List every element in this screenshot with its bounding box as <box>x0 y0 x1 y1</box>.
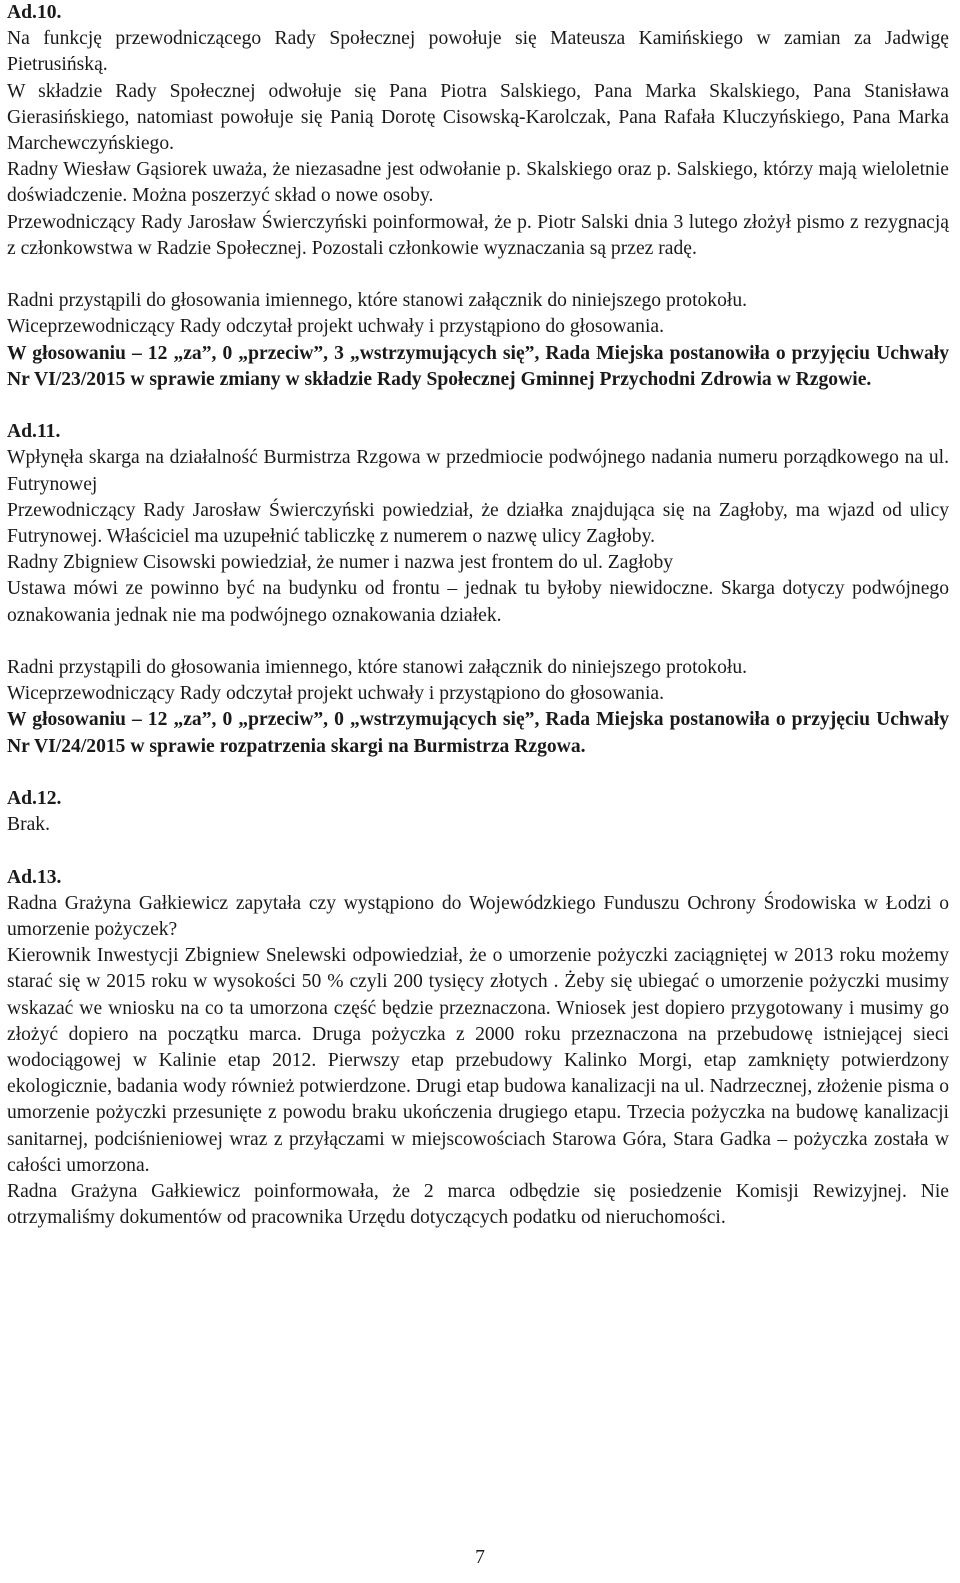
paragraph: Przewodniczący Rady Jarosław Świerczyński poinformował, że p. Piotr Salski dnia 3 lutego złożył pismo z rezygnacją z członkowstwa w Radzie Społecznej. Pozostali członkowie wyznaczania są przez radę. <box>7 211 949 259</box>
paragraph: Wpłynęła skarga na działalność Burmistrza Rzgowa w przedmiocie podwójnego nadania numeru porządkowego na ul. Futrynowej <box>7 447 949 495</box>
paragraph: Kierownik Inwestycji Zbigniew Snelewski odpowiedział, że o umorzenie pożyczki zaciągniętej w 2013 roku możemy starać się w 2015 roku w wysokości 50 % czyli 200 tysięcy złotych . Żeby się ubiegać o umorzenie pożyczki musimy wskazać we wniosku na co ta umorzona część będzie przeznaczona. Wniosek jest dopiero przygotowany i musimy go złożyć dopiero na początku marca. Druga pożyczka z 2000 roku przeznaczona na przebudowę istniejącej sieci wodociągowej w Kalinie etap 2012. Pierwszy etap przebudowy Kalinko Morgi, etap zamknięty potwierdzony ekologicznie, badania wody również potwierdzone. Drugi etap budowa kanalizacji na ul. Nadrzecznej, złożenie pisma o umorzenie pożyczki przesunięte z powodu braku ukończenia drugiego etapu. Trzecia pożyczka na budowę kanalizacji sanitarnej, podciśnieniowej wraz z przyłączami w miejscowościach Starowa Góra, Stara Gadka – pożyczka została w całości umorzona. <box>7 945 949 1176</box>
paragraph: W składzie Rady Społecznej odwołuje się Pana Piotra Salskiego, Pana Marka Skalskiego, Pana Stanisława Gierasińskiego, natomiast powołuje się Panią Dorotę Cisowską-Karolczak, Pana Rafała Kluczyńskiego, Pana Marka Marchewczyńskiego. <box>7 80 949 155</box>
paragraph: Ustawa mówi ze powinno być na budynku od frontu – jednak tu byłoby niewidoczne. Skarga dotyczy podwójnego oznakowania jednak nie ma podwójnego oznakowania działek. <box>7 578 949 626</box>
page-number: 7 <box>475 1547 485 1568</box>
section-heading: Ad.11. <box>7 421 61 443</box>
section-ad12 <box>7 786 949 838</box>
spacer <box>7 838 949 864</box>
spacer <box>7 393 949 419</box>
section-ad13 <box>7 865 949 1232</box>
voting-reading: Wiceprzewodniczący Rady odczytał projekt uchwały i przystąpiono do głosowania. <box>7 683 665 705</box>
paragraph: Radna Grażyna Gałkiewicz poinformowała, że 2 marca odbędzie się posiedzenie Komisji Rewizyjnej. Nie otrzymaliśmy dokumentów od pracownika Urzędu dotyczących podatku od nieruchomości. <box>7 1181 949 1229</box>
paragraph: Radny Wiesław Gąsiorek uważa, że niezasadne jest odwołanie p. Skalskiego oraz p. Salskiego, którzy mają wieloletnie doświadczenie. Można poszerzyć skład o nowe osoby. <box>7 159 949 207</box>
paragraph: Radna Grażyna Gałkiewicz zapytała czy wystąpiono do Wojewódzkiego Funduszu Ochrony Środowiska w Łodzi o umorzenie pożyczek? <box>7 892 949 941</box>
paragraph: Radny Zbigniew Cisowski powiedział, że numer i nazwa jest frontem do ul. Zagłoby <box>7 552 674 574</box>
voting-result: W głosowaniu – 12 „za”, 0 „przeciw”, 3 „wstrzymujących się”, Rada Miejska postanowiła o przyjęciu Uchwały Nr VI/23/2015 w sprawie zmiany w składzie Rady Społecznej Gminnej Przychodni Zdrowia w Rzgowie. <box>7 342 949 390</box>
spacer <box>7 262 949 288</box>
section-heading: Ad.12. <box>7 788 62 810</box>
section-heading: Ad.13. <box>7 866 62 888</box>
voting-result: W głosowaniu – 12 „za”, 0 „przeciw”, 0 „wstrzymujących się”, Rada Miejska postanowiła o przyjęciu Uchwały Nr VI/24/2015 w sprawie rozpatrzenia skargi na Burmistrza Rzgowa. <box>7 709 949 757</box>
voting-intro: Radni przystąpili do głosowania imiennego, które stanowi załącznik do niniejszego protokołu. <box>7 290 748 312</box>
spacer <box>7 760 949 786</box>
paragraph: Brak. <box>7 814 50 836</box>
paragraph: Na funkcję przewodniczącego Rady Społecznej powołuje się Mateusza Kamińskiego w zamian za Jadwigę Pietrusińską. <box>7 28 949 76</box>
section-heading: Ad.10. <box>7 2 62 23</box>
paragraph: Przewodniczący Rady Jarosław Świerczyński powiedział, że działka znajdująca się na Zagłoby, ma wjazd od ulicy Futrynowej. Właściciel ma uzupełnić tabliczkę z numerem o nazwę ulicy Zagłoby. <box>7 499 949 548</box>
voting-reading: Wiceprzewodniczący Rady odczytał projekt uchwały i przystąpiono do głosowania. <box>7 316 665 338</box>
voting-intro: Radni przystąpili do głosowania imiennego, które stanowi załącznik do niniejszego protokołu. <box>7 657 748 679</box>
section-ad11 <box>7 419 949 760</box>
section-ad10 <box>7 0 949 393</box>
document-page <box>7 0 949 1231</box>
spacer <box>7 629 949 655</box>
